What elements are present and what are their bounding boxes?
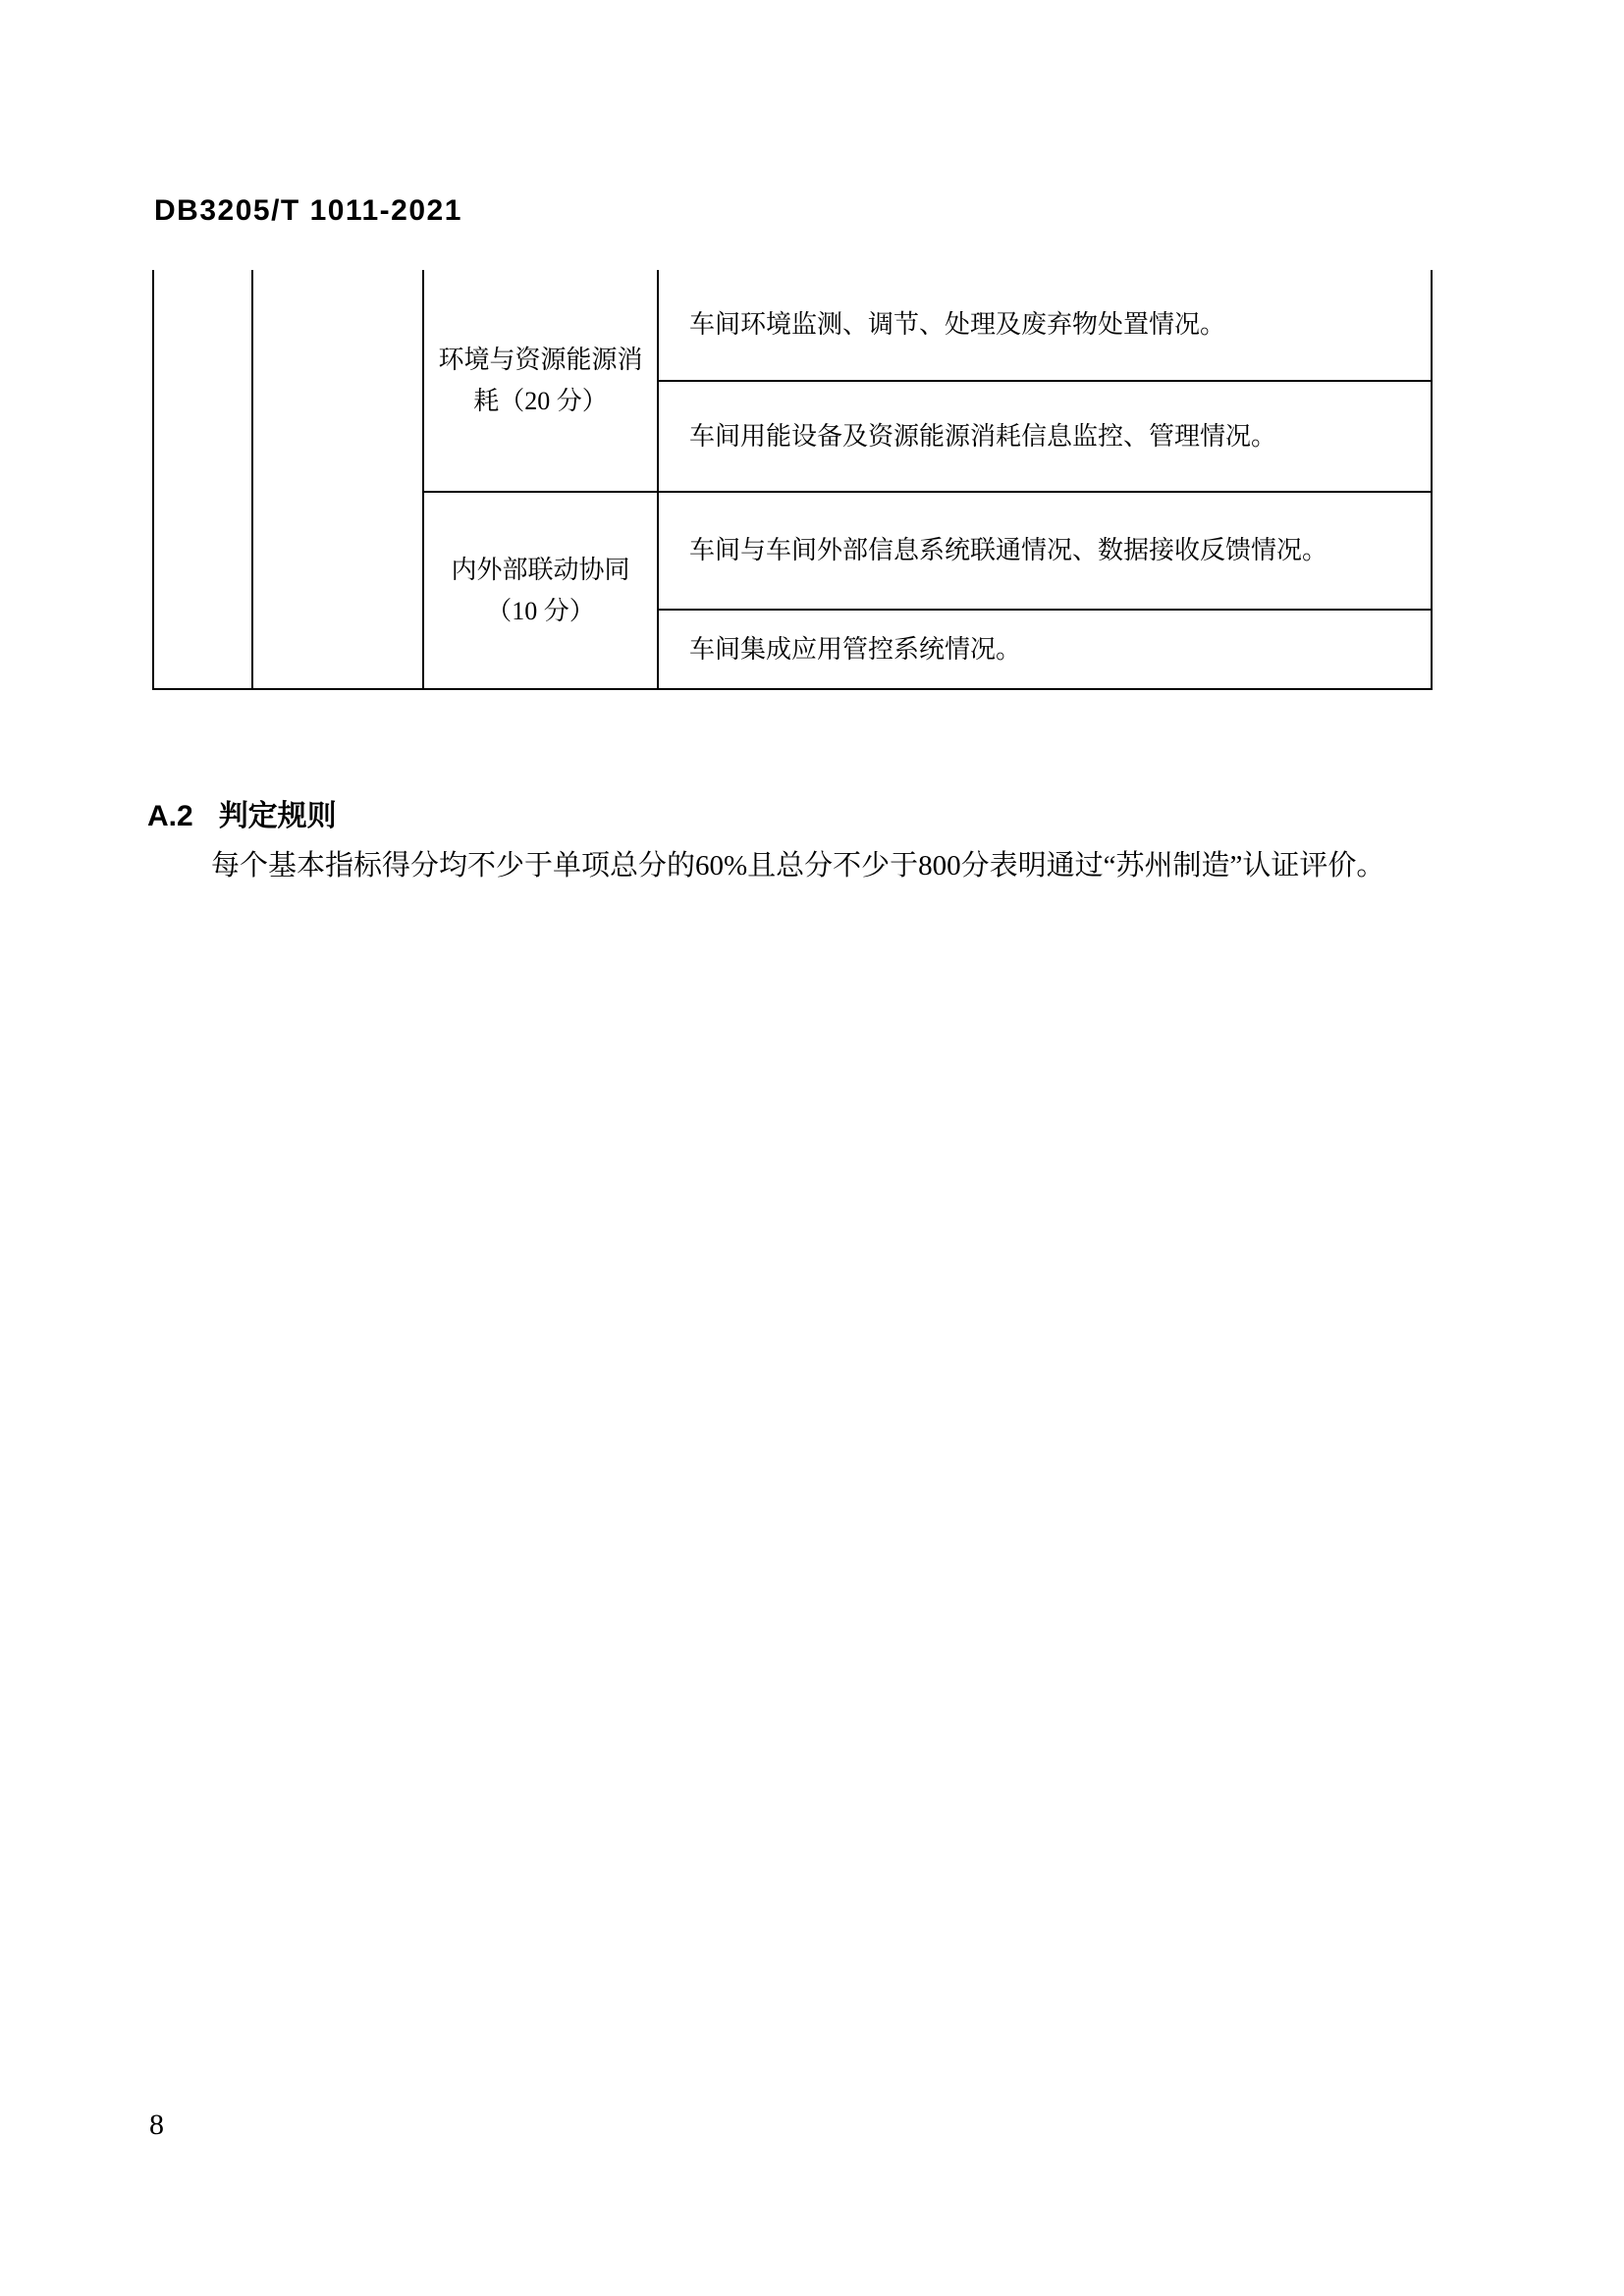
indicator-label-line1: 环境与资源能源消	[438, 345, 643, 374]
table-cell-indicator-env-resource	[424, 270, 657, 491]
indicator-label-line2: （10 分）	[486, 596, 595, 625]
document-code-header: DB3205/T 1011-2021	[154, 194, 462, 227]
section-heading-a2	[147, 791, 337, 834]
indicator-label-line2: 耗（20 分）	[473, 386, 608, 415]
section-number: A.2	[147, 800, 193, 832]
table-cell-desc-env-monitoring	[659, 270, 1431, 380]
table-cell-empty-col2	[253, 270, 422, 688]
desc-text: 车间集成应用管控系统情况。	[689, 634, 1022, 664]
table-cell-indicator-internal-external	[424, 493, 657, 688]
desc-text: 车间用能设备及资源能源消耗信息监控、管理情况。	[689, 421, 1277, 451]
table-border-bottom	[152, 688, 1433, 690]
table-border-right	[1431, 270, 1433, 690]
section-body-paragraph: 每个基本指标得分均不少于单项总分的60%且总分不少于800分表明通过“苏州制造”认证评价。	[211, 850, 1385, 881]
table-cell-empty-col1	[154, 270, 251, 688]
table-cell-desc-energy-equipment	[659, 382, 1431, 491]
criteria-table	[152, 270, 1433, 690]
page-number: 8	[149, 2109, 164, 2141]
section-title: 判定规则	[218, 800, 337, 832]
desc-text: 车间环境监测、调节、处理及废弃物处置情况。	[689, 310, 1226, 339]
indicator-label-line1: 内外部联动协同	[451, 555, 630, 584]
table-cell-desc-external-systems	[659, 493, 1431, 609]
desc-text: 车间与车间外部信息系统联通情况、数据接收反馈情况。	[689, 536, 1328, 564]
table-cell-desc-integrated-control	[659, 611, 1431, 688]
